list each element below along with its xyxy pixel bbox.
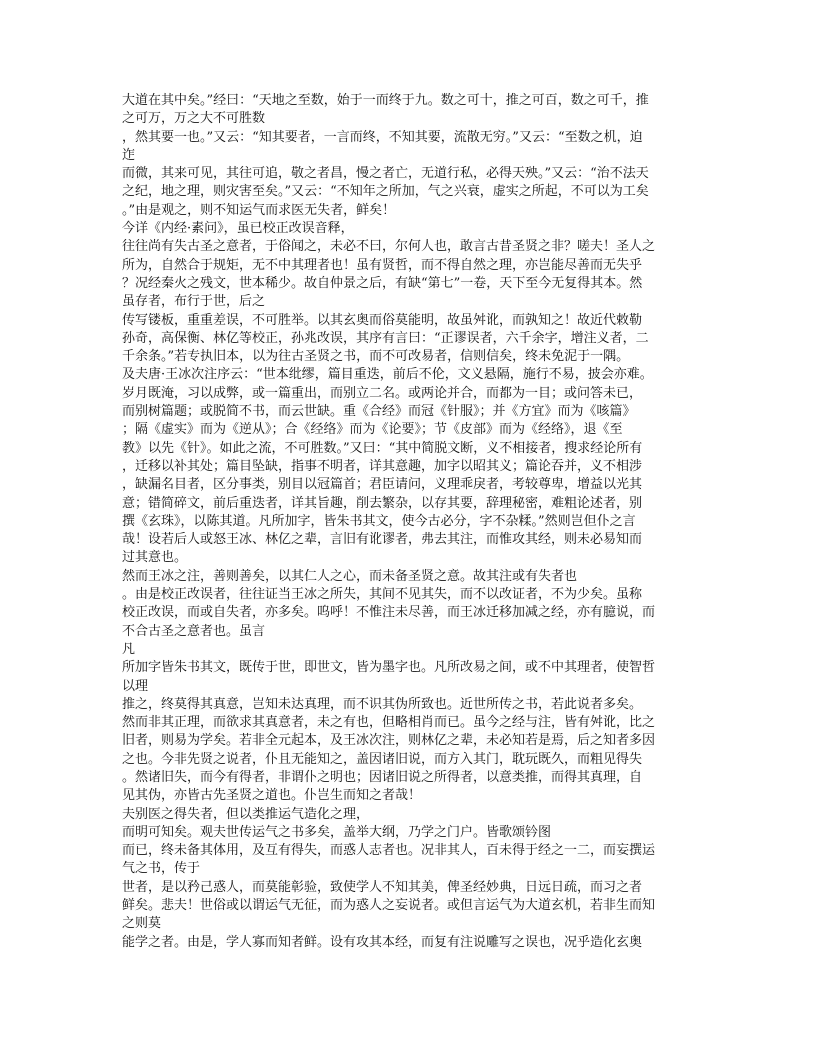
text-line: 传写镂板，重重差误，不可胜举。以其玄奥而俗莫能明，故虽舛讹，而孰知之！故近代敕勒: [122, 312, 643, 328]
text-line: ，然其要一也。”又云：“知其要者，一言而终，不知其要，流散无穷。”又云：“至数之机，迫: [122, 129, 643, 145]
text-line: 所为，自然合于规矩，无不中其理者也！虽有贤哲，而不得自然之理，亦岂能尽善而无失乎: [122, 257, 643, 273]
text-line: ，缺漏名目者，区分事类，别目以冠篇首；君臣请问，义理乖戾者，考较尊卑，增益以光其: [122, 477, 643, 493]
text-line: ？况经秦火之残文，世本稀少。故自仲景之后，有缺“第七”一卷，天下至今无复得其本。然: [122, 275, 643, 291]
text-line: 而明可知矣。观夫世传运气之书多矣，盖举大纲，乃学之门户。皆歌颂钤图: [122, 824, 552, 840]
text-line: 见其伪，亦皆古先圣贤之道也。仆岂生而知之者哉！: [122, 788, 422, 804]
text-line: 而微，其来可见，其往可追，敬之者昌，慢之者亡，无道行私，必得天殃。”又云：“治不法天: [122, 166, 649, 182]
text-line: 世者，是以矜己惑人，而莫能彰验，致使学人不知其美，俾圣经妙典，日远日疏，而习之者: [122, 879, 643, 895]
text-line: 然而非其正理，而欲求其真意者，未之有也，但略相肖而已。虽今之经与注，皆有舛讹，比之: [122, 715, 656, 731]
text-line: 。”由是观之，则不知运气而求医无失者，鲜矣！: [122, 202, 396, 218]
text-line: 往往尚有失古圣之意者，于俗闻之，未必不曰，尔何人也，敢言古昔圣贤之非？嗟夫！圣人之: [122, 239, 656, 255]
text-line: 及夫唐·王冰次注序云：“世本纰缪，篇目重迭，前后不伦，文义悬隔，施行不易，披会亦难。: [122, 367, 653, 383]
text-line: 虽存者，布行于世，后之: [122, 294, 266, 310]
text-line: 而已，终未备其体用，及互有得失，而惑人志者也。况非其人，百未得于经之一二，而妄撰运: [122, 843, 656, 859]
text-line: 撰《玄珠》，以陈其道。凡所加字，皆朱书其文，使今古必分，字不杂糅。”然则岂但仆之言: [122, 513, 636, 529]
text-line: 推之，终莫得其真意，岂知未达真理，而不识其伪所致也。近世所传之书，若此说者多矣。: [122, 696, 643, 712]
text-line: 哉！设若后人或怒王冰、林亿之辈，言旧有讹谬者，弗去其注，而惟攻其经，则未必易知而: [122, 532, 643, 548]
text-line: 岁月既淹，习以成弊，或一篇重出，而别立二名。或两论并合，而都为一目；或问答未已，: [122, 385, 643, 401]
text-line: 然而王冰之注，善则善矣，以其仁人之心，而未备圣贤之意。故其注或有失者也: [122, 568, 578, 584]
text-line: 不合古圣之意者也。虽言: [122, 623, 266, 639]
document-body: [122, 92, 712, 952]
text-line: 教》以先《针》。如此之流，不可胜数。”又曰：“其中简脱文断，义不相接者，搜求经论所有: [122, 440, 643, 456]
text-line: 今详《内经·素问》，虽已校正改误音释，: [122, 221, 354, 237]
text-line: 迮: [122, 147, 136, 163]
text-line: 之纪，地之理，则灾害至矣。”又云：“不知年之所加，气之兴衰，虚实之所起，不可以为工矣: [122, 184, 649, 200]
text-line: 之则莫: [122, 916, 162, 932]
text-line: ，迁移以补其处；篇目坠缺，指事不明者，详其意趣，加字以昭其义；篇论吞并，义不相涉: [122, 458, 643, 474]
text-line: 之可万，万之大不可胜数: [122, 111, 266, 127]
text-line: 孙奇，高保衡、林亿等校正，孙兆改误，其序有言曰：“正谬误者，六千余字，增注义者，二: [122, 330, 649, 346]
text-line: 过其意也。: [122, 550, 188, 566]
text-line: 气之书，传于: [122, 861, 201, 877]
text-line: ；隔《虚实》而为《逆从》；合《经络》而为《论要》；节《皮部》而为《经络》，退《至: [122, 422, 623, 438]
text-line: 而别树篇题；或脱简不书，而云世缺。重《合经》而冠《针服》；并《方宜》而为《咳篇》: [122, 404, 636, 420]
text-line: 之也。今非先贤之说者，仆且无能知之，盖因诸旧说，而方入其门，耽玩既久，而粗见得失: [122, 751, 643, 767]
text-line: 鲜矣。悲夫！世俗或以谓运气无征，而为惑人之妄说者。或但言运气为大道玄机，若非生而知: [122, 898, 656, 914]
text-line: 凡: [122, 641, 136, 657]
text-line: 。然诸旧失，而今有得者，非谓仆之明也；因诸旧说之所得者，以意类推，而得其真理，自: [122, 769, 643, 785]
text-line: 大道在其中矣。”经曰：“天地之至数，始于一而终于九。数之可十，推之可百，数之可千，推: [122, 93, 649, 108]
text-line: 所加字皆朱书其文，既传于世，即世文，皆为墨字也。凡所改易之间，或不中其理者，使智哲: [122, 660, 656, 676]
text-line: 千余条。”若专执旧本，以为往古圣贤之书，而不可改易者，信则信矣，终未免泥于一隅。: [122, 349, 630, 365]
text-line: 旧者，则易为学矣。若非全元起本，及王冰次注，则林亿之辈，未必知若是焉，后之知者多因: [122, 733, 656, 749]
text-line: 。由是校正改误者，往往证当王冰之所失，其间不见其失，而不以改证者，不为少矣。虽称: [122, 587, 643, 603]
text-line: 以理: [122, 678, 149, 694]
text-line: 校正改误，而或自失者，亦多矣。呜呼！不惟注未尽善，而王冰迁移加减之经，亦有臆说，而: [122, 605, 656, 621]
text-line: 夫别医之得失者，但以类推运气造化之理，: [122, 806, 370, 822]
text-line: 能学之者。由是，学人寡而知者鲜。设有攻其本经，而复有注说雕写之误也，况乎造化玄奥: [122, 934, 643, 950]
text-line: 意；错简碎文，前后重迭者，详其旨趣，削去繁杂，以存其要，辞理秘密，难粗论述者，别: [122, 495, 643, 511]
